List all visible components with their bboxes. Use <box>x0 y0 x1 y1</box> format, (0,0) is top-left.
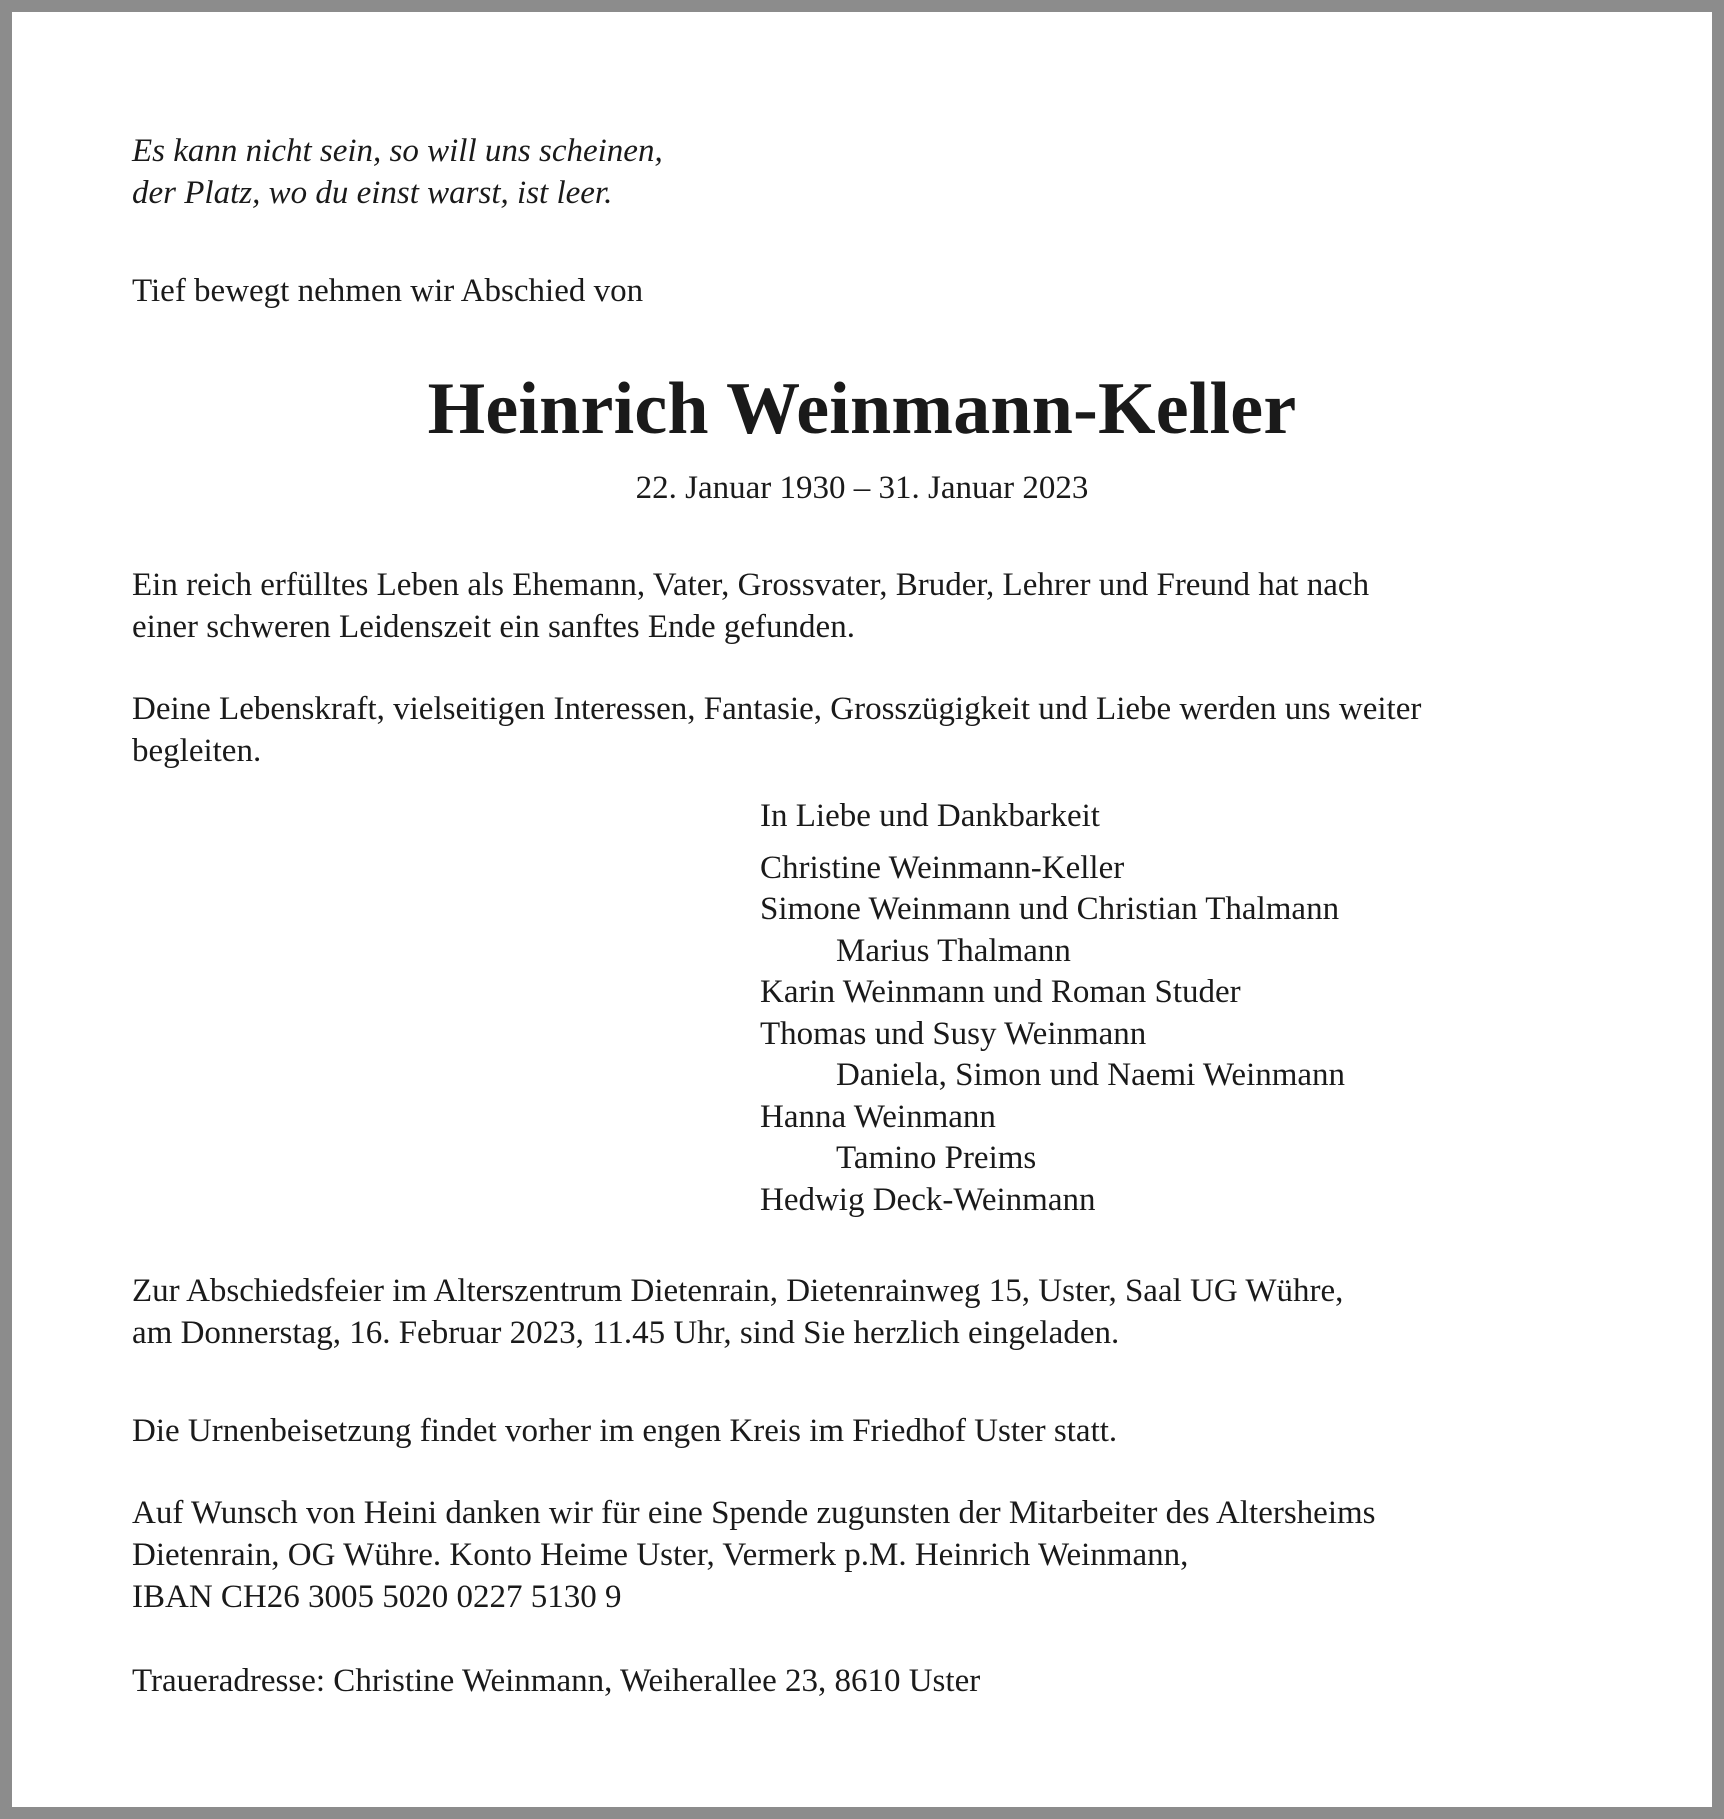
invitation-line-2: am Donnerstag, 16. Februar 2023, 11.45 Uhr, sind Sie herzlich eingeladen. <box>132 1315 1120 1351</box>
legacy-paragraph-line-2: begleiten. <box>132 733 262 769</box>
donation-request <box>132 1492 1376 1618</box>
family-member: Hedwig Deck-Weinmann <box>760 1181 1096 1218</box>
family-member: Hanna Weinmann <box>760 1098 996 1135</box>
donation-iban: IBAN CH26 3005 5020 0227 5130 9 <box>132 1579 622 1615</box>
quote-line-1: Es kann nicht sein, so will uns scheinen, <box>132 133 663 169</box>
legacy-paragraph-line-1: Deine Lebenskraft, vielseitigen Interessen, Fantasie, Grosszügigkeit und Liebe werden uns weiter <box>132 691 1422 727</box>
family-member: Karin Weinmann und Roman Studer <box>760 974 1241 1010</box>
deceased-name: Heinrich Weinmann-Keller <box>427 368 1297 450</box>
intro-text: Tief bewegt nehmen wir Abschied von <box>132 273 644 309</box>
donation-line-1: Auf Wunsch von Heini danken wir für eine Spende zugunsten der Mitarbeiter des Altersheims <box>132 1495 1376 1531</box>
urn-burial-note: Die Urnenbeisetzung findet vorher im engen Kreis im Friedhof Uster statt. <box>132 1413 1118 1449</box>
memorial-quote <box>132 130 663 214</box>
life-dates: 22. Januar 1930 – 31. Januar 2023 <box>635 470 1089 506</box>
life-paragraph-line-1: Ein reich erfülltes Leben als Ehemann, Vater, Grossvater, Bruder, Lehrer und Freund hat nach <box>132 567 1370 603</box>
family-member-child: Marius Thalmann <box>836 932 1071 969</box>
family-signatures <box>760 796 1345 1221</box>
family-member: Thomas und Susy Weinmann <box>760 1015 1147 1052</box>
family-member: Christine Weinmann-Keller <box>760 849 1125 886</box>
life-paragraph <box>132 564 1369 648</box>
mourning-address: Traueradresse: Christine Weinmann, Weiherallee 23, 8610 Uster <box>132 1663 981 1699</box>
family-greeting: In Liebe und Dankbarkeit <box>760 798 1100 834</box>
quote-line-2: der Platz, wo du einst warst, ist leer. <box>132 175 613 211</box>
legacy-paragraph <box>132 688 1421 772</box>
family-member-child: Daniela, Simon und Naemi Weinmann <box>836 1057 1346 1093</box>
ceremony-invitation <box>132 1270 1343 1354</box>
family-member: Simone Weinmann und Christian Thalmann <box>760 891 1340 927</box>
obituary-notice <box>12 12 1712 1807</box>
life-paragraph-line-2: einer schweren Leidenszeit ein sanftes Ende gefunden. <box>132 609 855 645</box>
family-member-child: Tamino Preims <box>836 1140 1037 1176</box>
invitation-line-1: Zur Abschiedsfeier im Alterszentrum Dietenrain, Dietenrainweg 15, Uster, Saal UG Wühre, <box>132 1273 1344 1309</box>
donation-line-2: Dietenrain, OG Wühre. Konto Heime Uster, Vermerk p.M. Heinrich Weinmann, <box>132 1537 1189 1573</box>
